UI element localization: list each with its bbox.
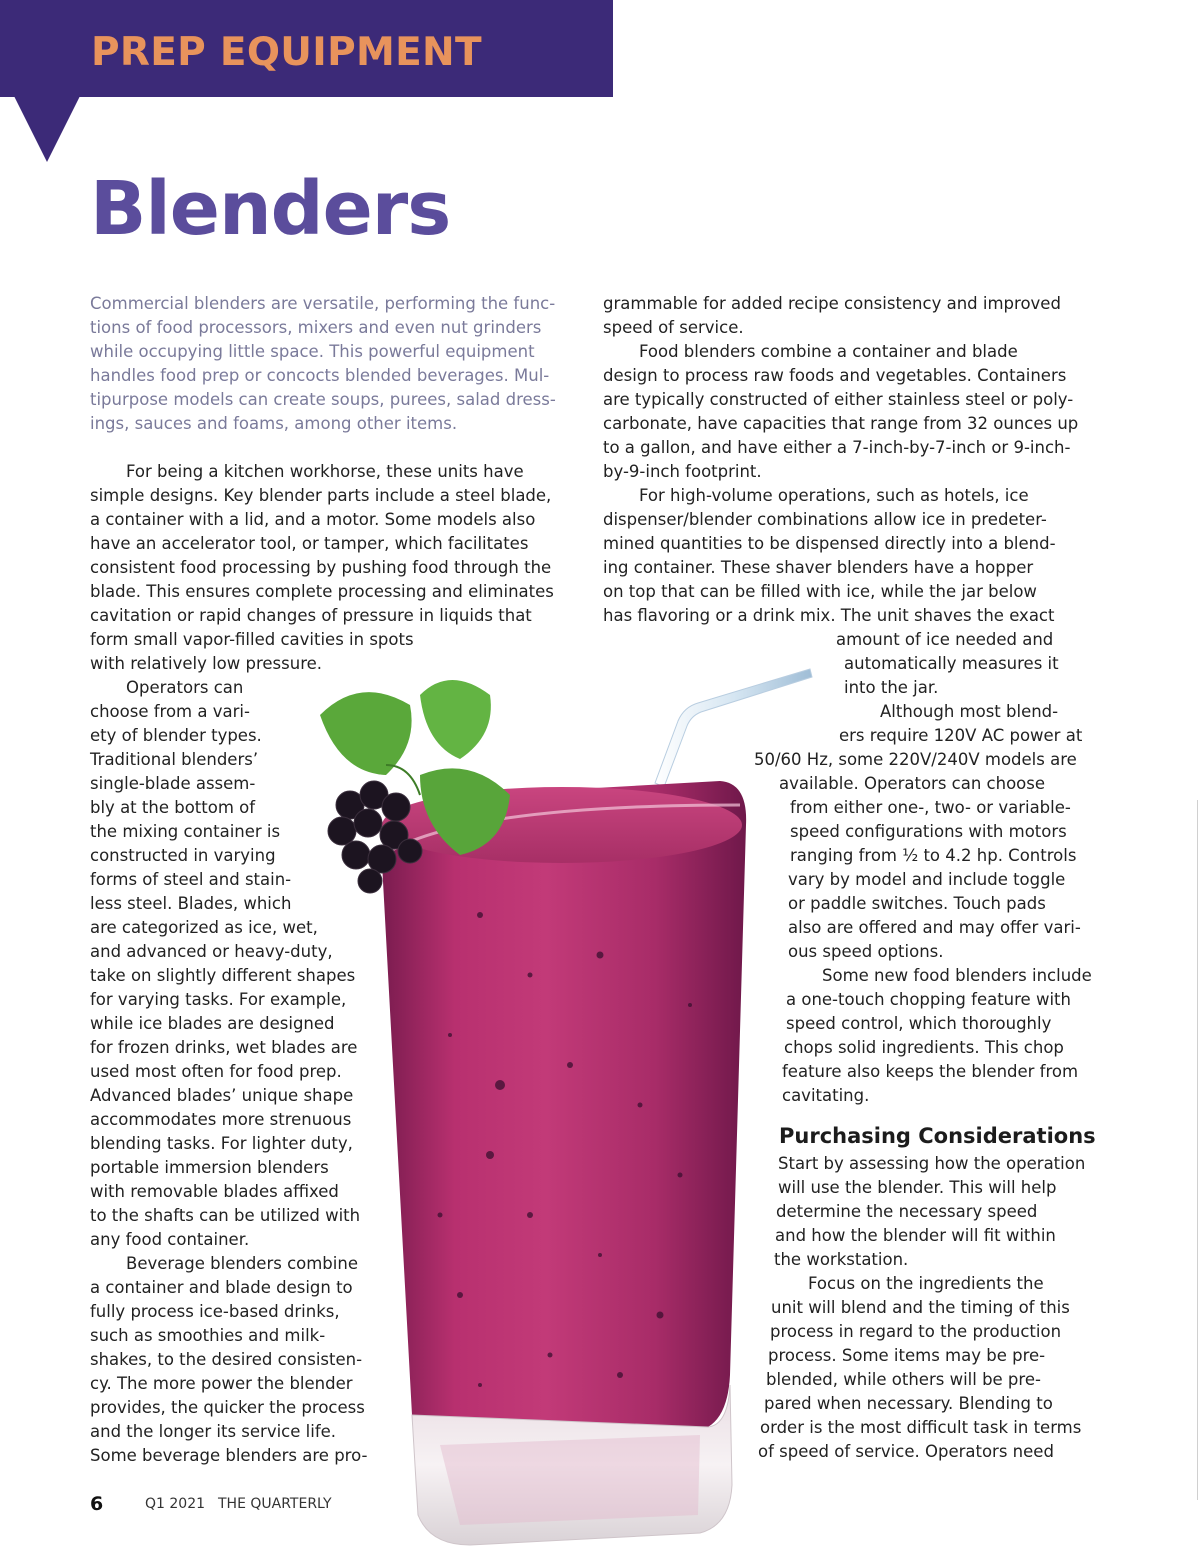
text-line: any food container. [90, 1230, 250, 1249]
text-line: chops solid ingredients. This chop [784, 1038, 1064, 1057]
text-line: used most often for food prep. [90, 1062, 342, 1081]
text-line: accommodates more strenuous [90, 1110, 352, 1129]
text-line: process. Some items may be pre- [768, 1346, 1046, 1365]
text-line: ing container. These shaver blenders have a hopper [603, 558, 1034, 577]
smoothie-photo [300, 655, 820, 1555]
text-line: ranging from ½ to 4.2 hp. Controls [790, 846, 1077, 865]
text-line: Focus on the ingredients the [808, 1274, 1044, 1293]
glass [382, 781, 746, 1445]
text-line: Although most blend- [880, 702, 1059, 721]
text-line: Start by assessing how the operation [778, 1154, 1086, 1173]
text-line: while ice blades are designed [90, 1014, 335, 1033]
text-line: take on slightly different shapes [90, 966, 356, 985]
text-line: unit will blend and the timing of this [771, 1298, 1070, 1317]
text-line: fully process ice-based drinks, [90, 1302, 340, 1321]
text-line: bly at the bottom of [90, 798, 256, 817]
page-number: 6 [90, 1493, 104, 1515]
text-line: mined quantities to be dispensed directly into a blend- [603, 534, 1056, 553]
article-title: Blenders [90, 166, 451, 252]
text-line: process in regard to the production [770, 1322, 1062, 1341]
text-line: speed of service. [603, 318, 744, 337]
text-line: a container and blade design to [90, 1278, 353, 1297]
section-label: PREP EQUIPMENT [91, 30, 482, 75]
text-line: will use the blender. This will help [778, 1178, 1057, 1197]
text-line: simple designs. Key blender parts include a steel blade, [90, 486, 552, 505]
text-line: 50/60 Hz, some 220V/240V models are [754, 750, 1077, 769]
text-line: or paddle switches. Touch pads [788, 894, 1046, 913]
text-line: ety of blender types. [90, 726, 262, 745]
text-line: for varying tasks. For example, [90, 990, 347, 1009]
text-line: into the jar. [844, 678, 939, 697]
text-line: tions of food processors, mixers and even nut grinders [90, 318, 542, 337]
text-line: single-blade assem- [90, 774, 256, 793]
text-line: to a gallon, and have either a 7-inch-by-7-inch or 9-inch- [603, 438, 1071, 457]
text-line: are typically constructed of either stainless steel or poly- [603, 390, 1074, 409]
text-line: cy. The more power the blender [90, 1374, 353, 1393]
text-line: available. Operators can choose [779, 774, 1046, 793]
text-line: design to process raw foods and vegetables. Containers [603, 366, 1067, 385]
text-line: amount of ice needed and [836, 630, 1054, 649]
text-line: order is the most difficult task in terms [760, 1418, 1082, 1437]
text-line: consistent food processing by pushing food through the [90, 558, 552, 577]
text-line: ings, sauces and foams, among other items. [90, 414, 458, 433]
text-line: feature also keeps the blender from [782, 1062, 1079, 1081]
text-line: ous speed options. [788, 942, 944, 961]
text-line: pared when necessary. Blending to [764, 1394, 1053, 1413]
text-line: grammable for added recipe consistency and improved [603, 294, 1061, 313]
publication-name: THE QUARTERLY [218, 1496, 332, 1512]
text-line: on top that can be filled with ice, while the jar below [603, 582, 1037, 601]
text-line: provides, the quicker the process [90, 1398, 365, 1417]
text-line: for frozen drinks, wet blades are [90, 1038, 358, 1057]
text-line: have an accelerator tool, or tamper, which facilitates [90, 534, 529, 553]
text-line: tipurpose models can create soups, purees, salad dress- [90, 390, 556, 409]
text-line: blade. This ensures complete processing and eliminates [90, 582, 554, 601]
text-line: constructed in varying [90, 846, 276, 865]
text-line: Beverage blenders combine [126, 1254, 358, 1273]
text-line: Operators can [126, 678, 244, 697]
text-line: such as smoothies and milk- [90, 1326, 326, 1345]
text-line: while occupying little space. This powerful equipment [90, 342, 535, 361]
text-line: the mixing container is [90, 822, 281, 841]
text-line: also are offered and may offer vari- [788, 918, 1081, 937]
text-line: handles food prep or concocts blended beverages. Mul- [90, 366, 550, 385]
text-line: Commercial blenders are versatile, performing the func- [90, 294, 556, 313]
section-heading-purchasing: Purchasing Considerations [779, 1124, 1096, 1148]
text-line: ers require 120V AC power at [839, 726, 1083, 745]
page-edge-rule [1197, 800, 1198, 1500]
text-line: a one-touch chopping feature with [786, 990, 1071, 1009]
text-line: Some beverage blenders are pro- [90, 1446, 368, 1465]
text-line: blended, while others will be pre- [766, 1370, 1041, 1389]
text-line: and the longer its service life. [90, 1422, 337, 1441]
issue-label: Q1 2021 [145, 1496, 206, 1512]
text-line: of speed of service. Operators need [758, 1442, 1054, 1461]
text-line: shakes, to the desired consisten- [90, 1350, 363, 1369]
text-line: speed control, which thoroughly [786, 1014, 1052, 1033]
text-line: and how the blender will fit within [775, 1226, 1056, 1245]
text-line: less steel. Blades, which [90, 894, 292, 913]
text-line: automatically measures it [844, 654, 1059, 673]
text-line: carbonate, have capacities that range from 32 ounces up [603, 414, 1079, 433]
text-line: choose from a vari- [90, 702, 250, 721]
text-line: portable immersion blenders [90, 1158, 329, 1177]
text-line: with relatively low pressure. [90, 654, 323, 673]
text-line: vary by model and include toggle [788, 870, 1066, 889]
text-line: are categorized as ice, wet, [90, 918, 318, 937]
text-line: For high-volume operations, such as hotels, ice [639, 486, 1029, 505]
text-line: Traditional blenders’ [90, 750, 259, 769]
text-line: has flavoring or a drink mix. The unit shaves the exact [603, 606, 1055, 625]
text-line: blending tasks. For lighter duty, [90, 1134, 353, 1153]
text-line: and advanced or heavy-duty, [90, 942, 333, 961]
text-line: Advanced blades’ unique shape [90, 1086, 354, 1105]
text-line: Food blenders combine a container and blade [639, 342, 1018, 361]
text-line: with removable blades affixed [90, 1182, 339, 1201]
text-line: Some new food blenders include [822, 966, 1092, 985]
text-line: determine the necessary speed [776, 1202, 1038, 1221]
text-line: from either one-, two- or variable- [790, 798, 1071, 817]
text-line: a container with a lid, and a motor. Some models also [90, 510, 536, 529]
text-line: form small vapor-filled cavities in spots [90, 630, 414, 649]
text-line: cavitation or rapid changes of pressure in liquids that [90, 606, 532, 625]
text-line: to the shafts can be utilized with [90, 1206, 361, 1225]
text-line: cavitating. [782, 1086, 870, 1105]
text-line: For being a kitchen workhorse, these units have [126, 462, 524, 481]
text-line: dispenser/blender combinations allow ice in predeter- [603, 510, 1047, 529]
text-line: forms of steel and stain- [90, 870, 292, 889]
text-line: by-9-inch footprint. [603, 462, 762, 481]
text-line: speed configurations with motors [790, 822, 1067, 841]
banner-tab-triangle [14, 96, 80, 162]
text-line: the workstation. [774, 1250, 909, 1269]
